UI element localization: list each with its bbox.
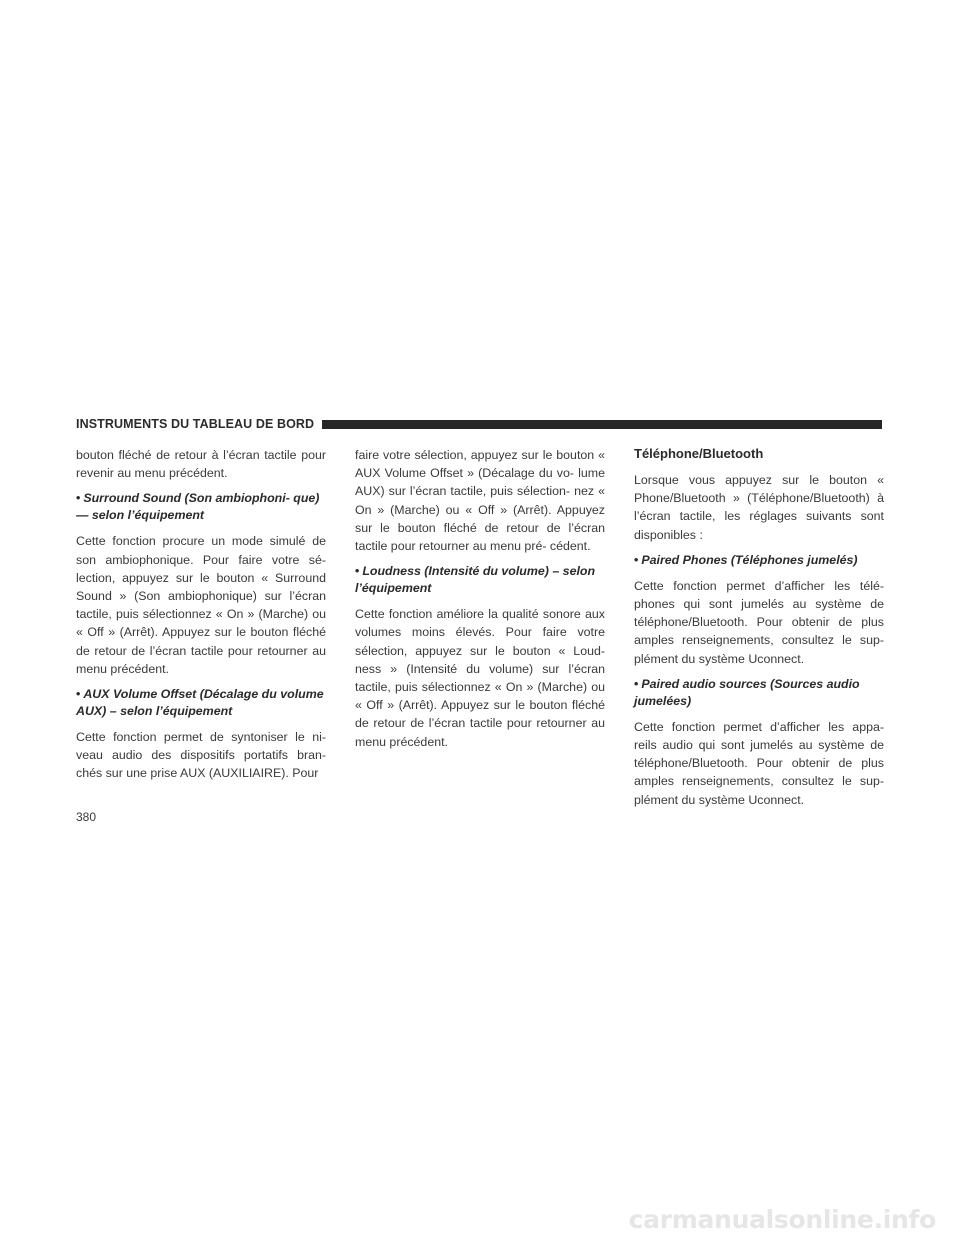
column-middle: [355, 446, 605, 759]
paragraph: Lorsque vous appuyez sur le bouton « Phone/Bluetooth » (Téléphone/Bluetooth) à l’écran tactile, les réglages suivants sont disponibles :: [634, 473, 884, 542]
bullet-icon: •: [76, 491, 81, 506]
paragraph: Cette fonction procure un mode simulé de son ambiophonique. Pour faire votre sé- lection, appuyez sur le bouton « Surround Sound » (Son ambiophonique) sur l’écran tactile, puis sélectionnez « On » (Marche) ou « Off » (Arrêt). Appuyez sur le bouton fléché de retour de l’écran tactile pour retourner au menu précédent.: [76, 534, 326, 676]
watermark: carmanualsonline.info: [628, 1205, 936, 1234]
bullet-icon: •: [634, 676, 639, 691]
subheading-loudness: • Loudness (Intensité du volume) – selon l’équipement: [355, 564, 596, 596]
subheading-paired-audio-sources: • Paired audio sources (Sources audio jumelées): [634, 676, 860, 708]
header-rule: [322, 420, 882, 429]
section-heading-phone-bluetooth: Téléphone/Bluetooth: [634, 446, 764, 461]
paragraph: Cette fonction permet d’afficher les télé- phones qui sont jumelés au système de téléphone/Bluetooth. Pour obtenir de plus amples renseignements, consultez le sup- plément du système Uconnect.: [634, 578, 884, 666]
bullet-icon: •: [76, 687, 81, 702]
paragraph: Cette fonction permet de syntoniser le ni- veau audio des dispositifs portatifs bran- chés sur une prise AUX (AUXILIAIRE). Pour: [76, 730, 326, 781]
page-number: 380: [76, 810, 97, 824]
subheading-surround-sound: • Surround Sound (Son ambiophoni- que) — selon l’équipement: [76, 491, 320, 523]
subheading-aux-volume-offset: • AUX Volume Offset (Décalage du volume AUX) – selon l’équipement: [76, 687, 324, 719]
column-left: [76, 446, 326, 791]
paragraph: bouton fléché de retour à l’écran tactile pour revenir au menu précédent.: [76, 448, 326, 481]
paragraph: Cette fonction permet d’afficher les appa- reils audio qui sont jumelés au système de téléphone/Bluetooth. Pour obtenir de plus amples renseignements, consultez le sup- plément du système Uconnect.: [634, 719, 884, 807]
paragraph: faire votre sélection, appuyez sur le bouton « AUX Volume Offset » (Décalage du vo- lume AUX) sur l’écran tactile, puis sélection- nez « On » (Marche) ou « Off » (Arrêt). Appuyez sur le bouton fléché de retour de l’écran tactile pour retourner au menu pré- cédent.: [355, 448, 605, 554]
bullet-icon: •: [355, 564, 360, 579]
subheading-paired-phones: • Paired Phones (Téléphones jumelés): [634, 552, 858, 567]
bullet-icon: •: [634, 552, 639, 567]
paragraph: Cette fonction améliore la qualité sonore aux volumes moins élevés. Pour faire votre sélection, appuyez sur le bouton « Loud- ness » (Intensité du volume) sur l’écran tactile, puis sélectionnez « On » (Marche) ou « Off » (Arrêt). Appuyez sur le bouton fléché de retour de l’écran tactile pour retourner au menu précédent.: [355, 607, 605, 749]
column-right: [634, 446, 884, 817]
section-header: [76, 416, 882, 432]
section-title: INSTRUMENTS DU TABLEAU DE BORD: [76, 417, 315, 431]
